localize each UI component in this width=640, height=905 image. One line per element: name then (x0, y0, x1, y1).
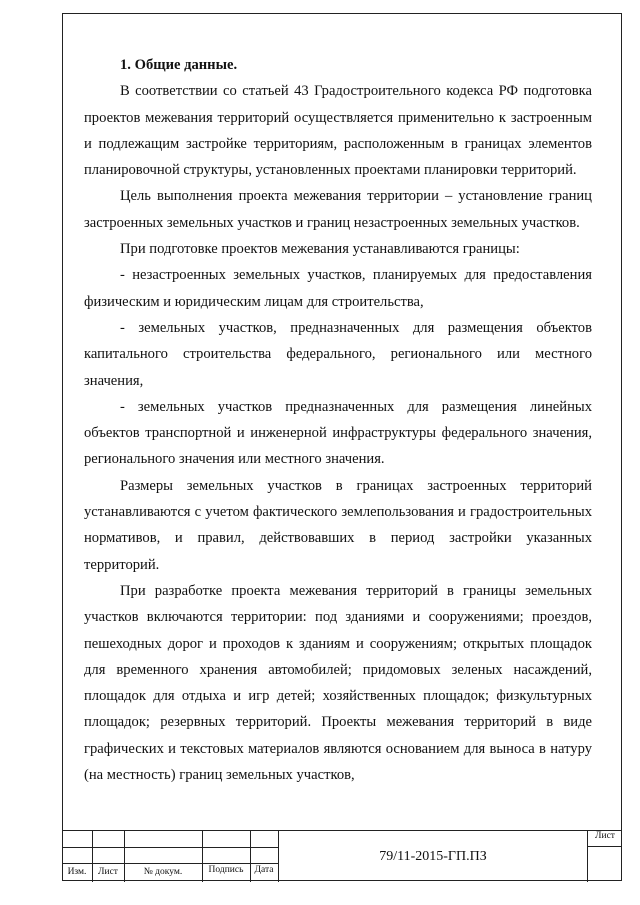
list-item: - земельных участков, предназначенных для размещения объектов капитального строительства федерального, регионального или местного значения, (84, 319, 592, 389)
stamp-row-line (62, 863, 278, 864)
stamp-label-date: Дата (254, 865, 274, 875)
paragraph: Размеры земельных участков в границах застроенных территорий устанавливаются с учетом фактического землепользования и градостроительных нормативов, и правил, действовавших в период застройки указанных территорий. (84, 477, 592, 573)
document-code: 79/11-2015-ГП.ПЗ (379, 848, 487, 864)
section-heading: 1. Общие данные. (120, 57, 238, 73)
list-item: - земельных участков предназначенных для размещения линейных объектов транспортной и инженерной инфраструктуры федерального значения, регионального значения или местного значения. (84, 398, 592, 468)
paragraph: Цель выполнения проекта межевания территории – установление границ застроенных земельных участков и границ незастроенных земельных участков. (84, 188, 592, 231)
stamp-label-list: Лист (98, 867, 118, 877)
stamp-row-line (62, 847, 278, 848)
title-block (62, 830, 622, 882)
stamp-label-doc: № докум. (143, 867, 183, 877)
list-item: - незастроенных земельных участков, планируемых для предоставления физическим и юридическим лицам для строительства, (84, 267, 592, 310)
stamp-label-sign: Подпись (208, 865, 244, 875)
paragraph: При подготовке проектов межевания устанавливаются границы: (120, 241, 520, 258)
paragraph: В соответствии со статьей 43 Градостроительного кодекса РФ подготовка проектов межевания территорий осуществляется применительно к застроенным и подлежащим застройке территориям, расположенным в границах элементов планировочной структуры, установленных проектами планировки территорий. (84, 83, 592, 179)
paragraph: При разработке проекта межевания территорий в границы земельных участков включаются территории: под зданиями и сооружениями; проездов, пешеходных дорог и проходов к зданиям и сооружениям; открытых площадок для временного хранения автомобилей; придомовых зеленых насаждений, площадок для отдыха и игр детей; хозяйственных площадок; физкультурных площадок; резервных территорий. Проекты межевания территорий в виде графических и текстовых материалов являются основанием для выноса в натуру (на местность) границ земельных участков, (84, 582, 592, 784)
stamp-label-izm: Изм. (67, 867, 87, 877)
stamp-label-sheet: Лист (588, 831, 622, 847)
document-body (84, 52, 592, 788)
